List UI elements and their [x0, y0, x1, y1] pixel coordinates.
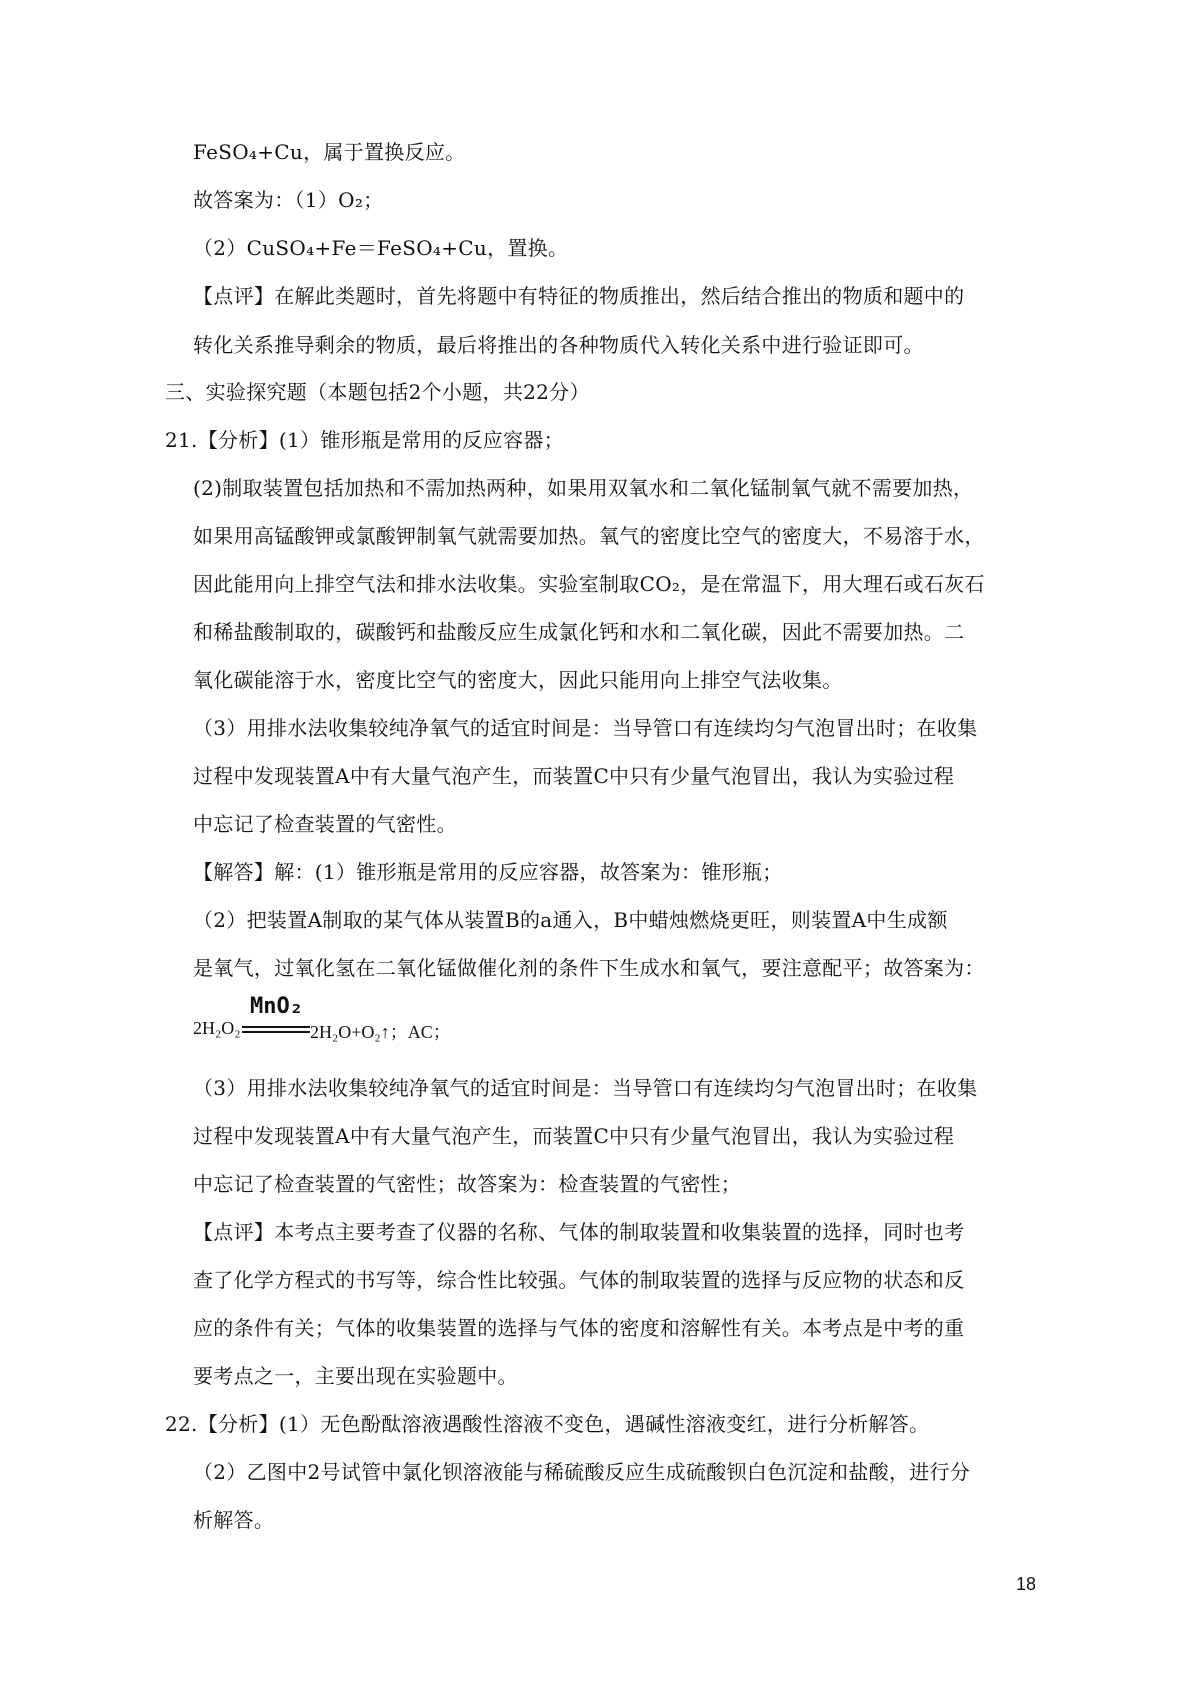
text-line: 如果用高锰酸钾或氯酸钾制氧气就需要加热。氧气的密度比空气的密度大，不易溶于水，	[193, 524, 985, 548]
text-line: 【解答】解：(1）锥形瓶是常用的反应容器，故答案为：锥形瓶；	[193, 860, 783, 884]
equation-double-line-bottom	[242, 1031, 310, 1033]
text-line: 应的条件有关；气体的收集装置的选择与气体的密度和溶解性有关。本考点是中考的重	[193, 1316, 965, 1340]
text-line: （2）乙图中2号试管中氯化钡溶液能与稀硫酸反应生成硫酸钡白色沉淀和盐酸，进行分	[193, 1460, 971, 1484]
text-line: （2）把装置A制取的某气体从装置B的a通入，B中蜡烛燃烧更旺，则装置A中生成额	[193, 908, 948, 932]
text-line: 氧化碳能溶于水，密度比空气的密度大，因此只能用向上排空气法收集。	[193, 668, 843, 692]
text-line: 要考点之一，主要出现在实验题中。	[193, 1364, 518, 1388]
text-line: 过程中发现装置A中有大量气泡产生，而装置C中只有少量气泡冒出，我认为实验过程	[193, 764, 955, 788]
text-line: 中忘记了检查装置的气密性。	[193, 812, 457, 836]
page-number: 18	[1016, 1574, 1037, 1594]
text-line: 【点评】在解此类题时，首先将题中有特征的物质推出，然后结合推出的物质和题中的	[193, 284, 965, 308]
text-line: 析解答。	[193, 1508, 275, 1532]
equation-double-line-top	[242, 1026, 310, 1028]
section-heading: 三、实验探究题（本题包括2个小题，共22分）	[165, 380, 590, 404]
text-line: 22.【分析】(1）无色酚酞溶液遇酸性溶液不变色，遇碱性溶液变红，进行分析解答。	[165, 1412, 930, 1436]
text-line: （3）用排水法收集较纯净氧气的适宜时间是：当导管口有连续均匀气泡冒出时；在收集	[193, 1076, 978, 1100]
text-line: FeSO₄+Cu，属于置换反应。	[193, 140, 466, 164]
text-line: 【点评】本考点主要考查了仪器的名称、气体的制取装置和收集装置的选择，同时也考	[193, 1220, 965, 1244]
text-line: 21.【分析】(1）锥形瓶是常用的反应容器；	[165, 428, 564, 452]
text-line: 过程中发现装置A中有大量气泡产生，而装置C中只有少量气泡冒出，我认为实验过程	[193, 1124, 955, 1148]
text-line: 故答案为：（1）O₂；	[193, 188, 384, 212]
text-line: (2)制取装置包括加热和不需加热两种，如果用双氧水和二氧化锰制氧气就不需要加热，	[193, 476, 974, 500]
text-line: 查了化学方程式的书写等，综合性比较强。气体的制取装置的选择与反应物的状态和反	[193, 1268, 965, 1292]
text-line: （2）CuSO₄+Fe＝FeSO₄+Cu，置换。	[193, 236, 569, 260]
equation-catalyst: MnO₂	[250, 994, 303, 1019]
text-line: 因此能用向上排空气法和排水法收集。实验室制取CO₂，是在常温下，用大理石或石灰石	[193, 572, 985, 596]
text-line: 是氧气，过氧化氢在二氧化锰做催化剂的条件下生成水和氧气，要注意配平；故答案为：	[193, 956, 985, 980]
text-line: （3）用排水法收集较纯净氧气的适宜时间是：当导管口有连续均匀气泡冒出时；在收集	[193, 716, 978, 740]
equation-reactant: 2H₂O₂	[193, 1018, 241, 1038]
text-line: 中忘记了检查装置的气密性；故答案为：检查装置的气密性；	[193, 1172, 742, 1196]
equation-product: 2H₂O+O₂↑；AC；	[310, 1022, 451, 1042]
text-line: 和稀盐酸制取的，碳酸钙和盐酸反应生成氯化钙和水和二氧化碳，因此不需要加热。二	[193, 620, 965, 644]
text-line: 转化关系推导剩余的物质，最后将推出的各种物质代入转化关系中进行验证即可。	[193, 333, 924, 357]
